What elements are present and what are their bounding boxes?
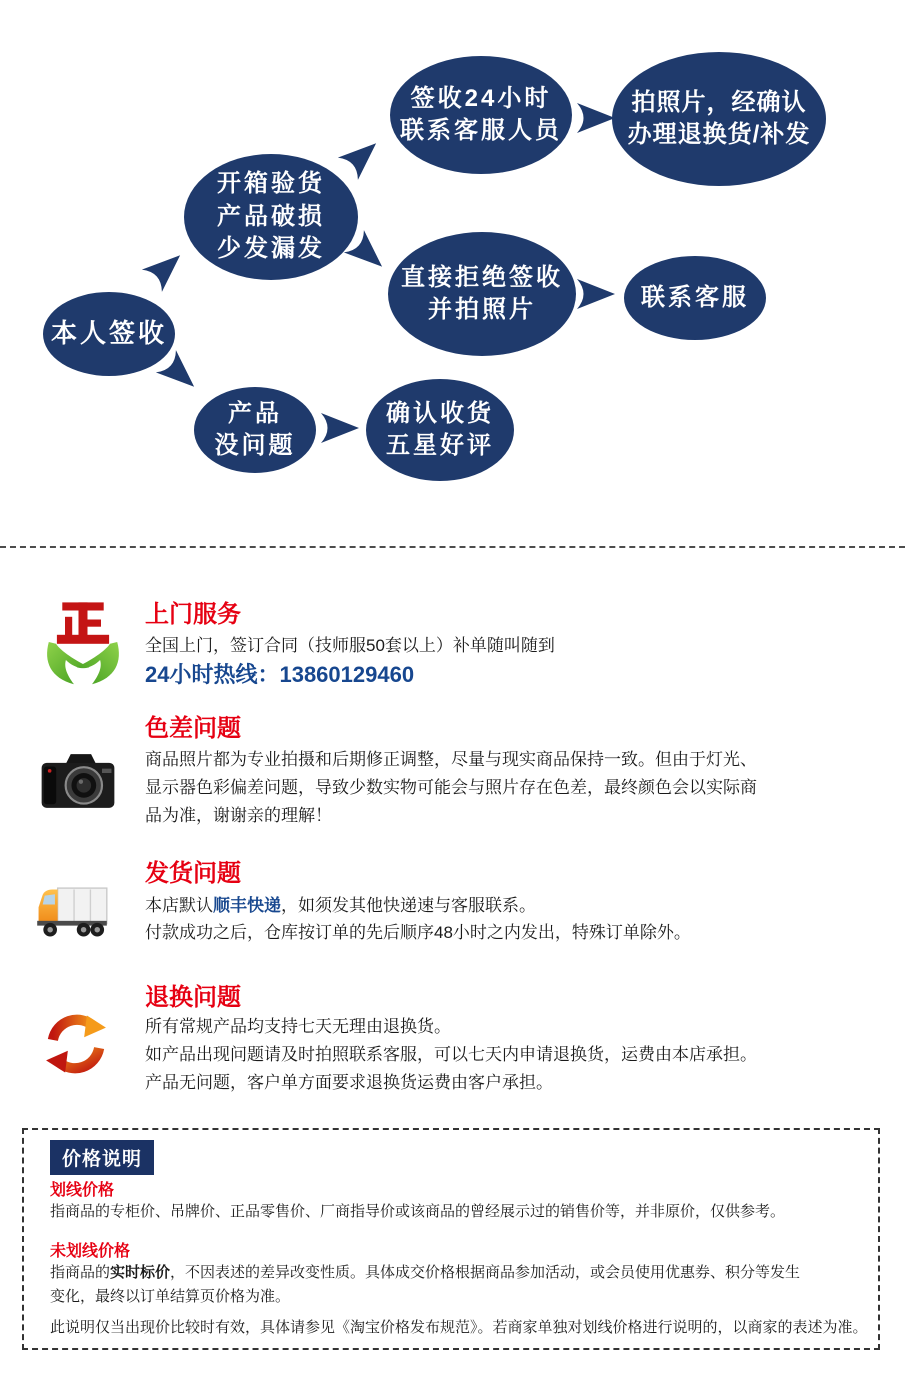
flow-arrow-icon bbox=[576, 278, 616, 310]
section-title-door-service: 上门服务 bbox=[145, 601, 241, 628]
return-issue-line: 产品无问题，客户单方面要求退换货运费由客户承担。 bbox=[145, 1073, 553, 1092]
section-title-return-issue: 退换问题 bbox=[145, 984, 241, 1011]
shipping-line-1 bbox=[145, 891, 536, 916]
price-note: 此说明仅当出现价比较时有效，具体请参见《淘宝价格发布规范》。若商家单独对划线价格进行说明的，以商家的表述为准。 bbox=[50, 1319, 868, 1336]
unstrike-price-line-2: 变化，最终以订单结算页价格为准。 bbox=[50, 1288, 291, 1305]
flow-node-product-ok bbox=[194, 387, 316, 473]
flow-node-inspect bbox=[184, 154, 358, 280]
door-service-text: 全国上门，签订合同（技师服50套以上）补单随叫随到 bbox=[145, 636, 555, 655]
flow-node-text: 直接拒绝签收 bbox=[401, 263, 563, 291]
color-issue-line: 品为准，谢谢亲的理解！ bbox=[145, 806, 332, 825]
unstrike-text: 指商品的 bbox=[50, 1264, 111, 1281]
sf-express-highlight: 顺丰快递 bbox=[213, 896, 281, 915]
flow-arrow-icon bbox=[320, 412, 360, 444]
flow-arrow-icon bbox=[576, 102, 616, 134]
color-issue-text bbox=[145, 746, 757, 830]
unstrike-price-line-1 bbox=[50, 1261, 800, 1285]
strike-price-title: 划线价格 bbox=[50, 1182, 115, 1199]
unstrike-text: ，不因表述的差异改变性质。具体成交价格根据商品参加活动，或会员使用优惠券、积分等发生 bbox=[170, 1264, 801, 1281]
flow-node-text: 开箱验货 bbox=[217, 170, 325, 198]
flow-node-refuse bbox=[388, 232, 576, 356]
dashed-divider bbox=[0, 546, 905, 548]
unstrike-price-body bbox=[50, 1261, 800, 1309]
flow-node-text: 确认收货 bbox=[386, 399, 494, 427]
flow-node-text: 并拍照片 bbox=[428, 296, 536, 323]
flow-node-photo-confirm bbox=[612, 52, 826, 186]
flow-node-contact-service bbox=[624, 256, 766, 340]
flow-arrow-icon bbox=[336, 131, 387, 182]
section-title-color-issue: 色差问题 bbox=[145, 715, 241, 742]
flow-node-contact24 bbox=[390, 56, 572, 174]
flow-node-text: 五星好评 bbox=[386, 432, 494, 459]
shipping-text: ，如须发其他快递速与客服联系。 bbox=[281, 896, 536, 915]
flow-node-text: 签收24小时 bbox=[410, 84, 552, 112]
truck-icon bbox=[34, 884, 110, 942]
flow-node-sign bbox=[43, 292, 175, 376]
shipping-line-2: 付款成功之后，仓库按订单的先后顺序48小时之内发出，特殊订单除外。 bbox=[145, 923, 691, 942]
shipping-text: 本店默认 bbox=[145, 896, 213, 915]
flow-node-text: 本人签收 bbox=[50, 318, 167, 349]
return-issue-line: 如产品出现问题请及时拍照联系客服，可以七天内申请退换货，运费由本店承担。 bbox=[145, 1045, 757, 1064]
flow-node-text: 联系客服 bbox=[641, 283, 749, 311]
realtime-price-bold: 实时标价 bbox=[110, 1264, 171, 1281]
flow-arrow-icon bbox=[140, 243, 191, 294]
strike-price-body: 指商品的专柜价、吊牌价、正品零售价、厂商指导价或该商品的曾经展示过的销售价等，并非原价，仅供参考。 bbox=[50, 1203, 786, 1220]
flow-node-text: 没问题 bbox=[214, 432, 296, 459]
flow-node-text: 产品 bbox=[228, 399, 282, 427]
flow-node-confirm-receipt bbox=[366, 379, 514, 481]
flow-node-text: 少发漏发 bbox=[217, 235, 325, 263]
return-issue-line: 所有常规产品均支持七天无理由退换货。 bbox=[145, 1017, 451, 1036]
price-box-header: 价格说明 bbox=[50, 1140, 154, 1175]
color-issue-line: 显示器色彩偏差问题，导致少数实物可能会与照片存在色差，最终颜色会以实际商 bbox=[145, 778, 757, 797]
section-title-shipping-issue: 发货问题 bbox=[145, 860, 241, 887]
flow-node-text: 产品破损 bbox=[217, 202, 325, 230]
flow-node-text: 联系客服人员 bbox=[400, 117, 562, 144]
unstrike-price-title: 未划线价格 bbox=[50, 1243, 131, 1260]
service-hands-icon bbox=[38, 596, 128, 688]
flow-node-text: 办理退换货/补发 bbox=[627, 121, 811, 148]
hotline-number: 24小时热线：13860129460 bbox=[145, 662, 415, 687]
flow-node-text: 拍照片，经确认 bbox=[631, 88, 807, 116]
price-explanation-box bbox=[22, 1128, 880, 1350]
camera-icon bbox=[38, 744, 118, 818]
return-issue-text bbox=[145, 1013, 757, 1097]
return-arrows-icon bbox=[42, 1010, 110, 1078]
color-issue-line: 商品照片都为专业拍摄和后期修正调整，尽量与现实商品保持一致。但由于灯光、 bbox=[145, 750, 757, 769]
